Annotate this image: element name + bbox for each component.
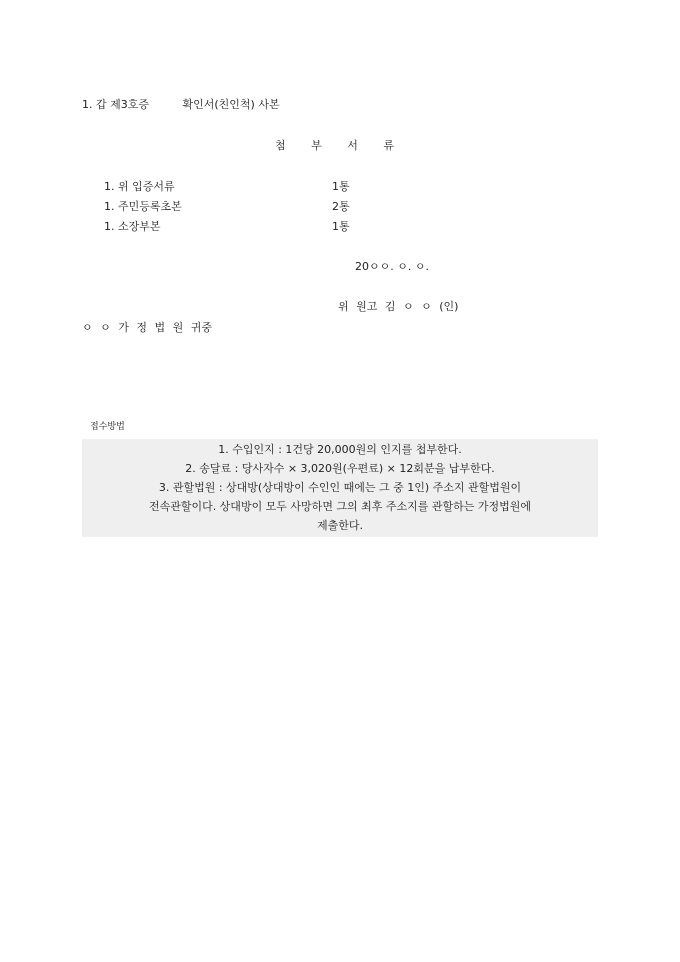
attachment-count: 1통 [332, 180, 350, 193]
attachments-heading: 첨 부 서 류 [275, 139, 405, 152]
court-addressee: ㅇ ㅇ 가 정 법 원 귀중 [82, 321, 212, 334]
signer-line: 위 원고 김 ㅇ ㅇ (인) [338, 300, 459, 313]
attachment-name: 1. 위 입증서류 [104, 180, 175, 193]
document-date: 20ㅇㅇ. ㅇ. ㅇ. [355, 260, 429, 273]
evidence-document: 확인서(친인척) 사본 [182, 98, 280, 111]
attachment-name: 1. 소장부본 [104, 220, 161, 233]
filing-method-title: 접수방법 [90, 422, 125, 432]
filing-line: 1. 수입인지 : 1건당 20,000원의 인지를 첩부한다. [218, 443, 462, 456]
filing-line: 전속관할이다. 상대방이 모두 사망하면 그의 최후 주소지를 관할하는 가정법원에 [148, 500, 532, 513]
filing-line: 3. 관할법원 : 상대방(상대방이 수인인 때에는 그 중 1인) 주소지 관할법원이 [158, 481, 522, 494]
attachment-item [104, 198, 350, 214]
attachment-count: 1통 [332, 220, 350, 233]
filing-line: 2. 송달료 : 당사자수 × 3,020원(우편료) × 12회분을 납부한다. [185, 462, 495, 475]
evidence-number: 1. 갑 제3호증 [82, 98, 149, 111]
attachment-name: 1. 주민등록초본 [104, 200, 182, 213]
filing-line: 제출한다. [316, 519, 363, 532]
attachment-item [104, 178, 350, 194]
filing-method-box [82, 439, 598, 537]
evidence-line [82, 96, 280, 112]
attachment-item [104, 218, 350, 234]
attachment-count: 2통 [332, 200, 350, 213]
